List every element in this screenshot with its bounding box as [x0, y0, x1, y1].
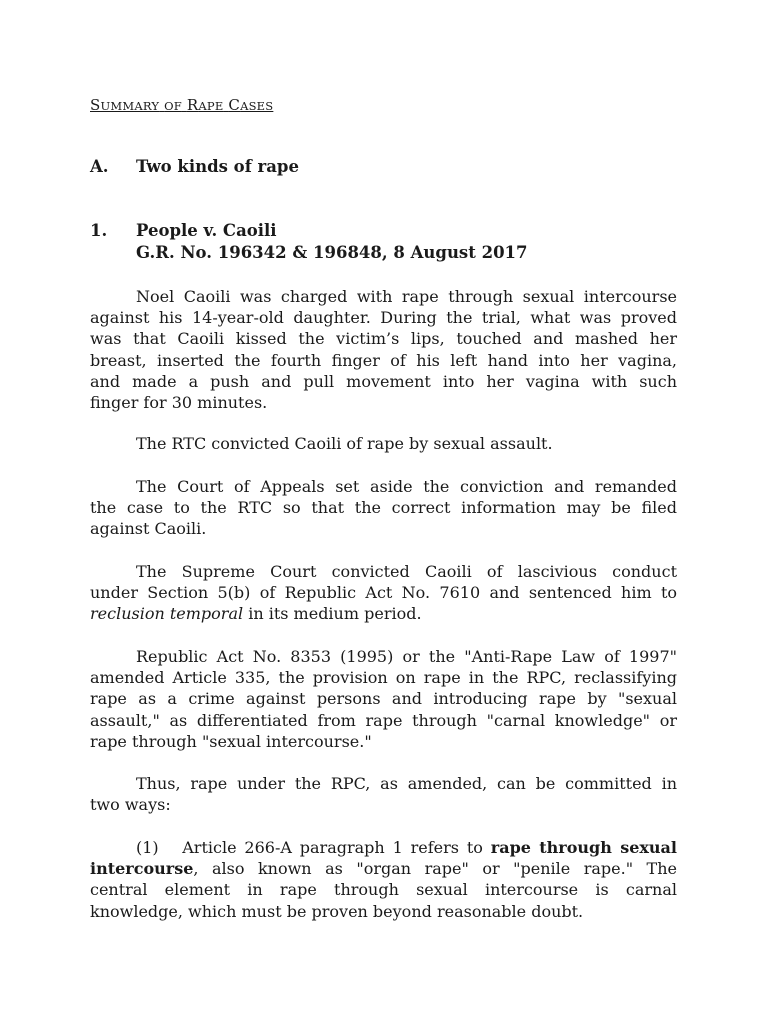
- paragraph-supreme-court: [90, 561, 677, 625]
- paragraph-line: was that Caoili kissed the victim’s lips, touched and mashed her: [90, 329, 677, 349]
- paragraph-line: amended Article 335, the provision on rape in the RPC, reclassifying: [90, 668, 677, 688]
- paragraph-court-of-appeals: [90, 476, 677, 540]
- document-title: [90, 96, 273, 114]
- paragraph-line-rest: in its medium period.: [243, 604, 422, 624]
- paragraph-line: [90, 858, 677, 879]
- bold-term: intercourse: [90, 859, 194, 879]
- case-heading: [90, 221, 277, 240]
- paragraph-line: against Caoili.: [90, 519, 207, 539]
- paragraph-article-266a: [90, 837, 677, 922]
- section-title: Two kinds of rape: [136, 157, 299, 176]
- case-name: People v. Caoili: [136, 221, 277, 240]
- paragraph-line: Noel Caoili was charged with rape through sexual intercourse: [136, 287, 677, 306]
- paragraph-line: central element in rape through sexual intercourse is carnal: [90, 880, 677, 900]
- paragraph-line: assault," as differentiated from rape through "carnal knowledge" or: [90, 710, 677, 730]
- paragraph-line: the case to the RTC so that the correct information may be filed: [90, 498, 677, 518]
- paragraph-line: The Supreme Court convicted Caoili of lascivious conduct: [136, 562, 677, 581]
- paragraph-line-text: (1) Article 266-A paragraph 1 refers to: [136, 838, 491, 857]
- paragraph-rtc: [90, 433, 677, 454]
- paragraph-line: rape as a crime against persons and introducing rape by "sexual: [90, 689, 677, 709]
- paragraph-line: The Court of Appeals set aside the conviction and remanded: [136, 477, 677, 496]
- title-initial-c: C: [228, 96, 241, 114]
- paragraph-facts: [90, 286, 677, 413]
- title-word-of: OF: [164, 99, 182, 113]
- paragraph-line: knowledge, which must be proven beyond reasonable doubt.: [90, 901, 584, 921]
- section-heading: [90, 157, 299, 176]
- paragraph-line: [90, 603, 677, 624]
- title-word-cases: ASES: [240, 99, 274, 113]
- title-initial-r: R: [186, 96, 199, 114]
- paragraph-line: and made a push and pull movement into her vagina with such: [90, 371, 677, 391]
- title-initial-s: S: [90, 96, 101, 114]
- paragraph-line: Thus, rape under the RPC, as amended, can be committed in: [136, 774, 677, 793]
- paragraph-line: two ways:: [90, 795, 171, 815]
- paragraph-line: against his 14-year-old daughter. During the trial, what was proved: [90, 308, 677, 328]
- paragraph-line: rape through "sexual intercourse.": [90, 731, 372, 751]
- paragraph-two-ways: [90, 773, 677, 815]
- case-number: 1.: [90, 221, 108, 240]
- paragraph-line: under Section 5(b) of Republic Act No. 7610 and sentenced him to: [90, 583, 677, 603]
- paragraph-line: The RTC convicted Caoili of rape by sexual assault.: [136, 434, 553, 453]
- paragraph-line: breast, inserted the fourth finger of his left hand into her vagina,: [90, 350, 677, 370]
- paragraph-line: Republic Act No. 8353 (1995) or the "Anti-Rape Law of 1997": [136, 647, 677, 666]
- bold-term: rape through sexual: [490, 838, 678, 857]
- paragraph-line: [90, 837, 677, 858]
- section-number: A.: [90, 157, 109, 176]
- paragraph-line-rest: , also known as "organ rape" or "penile rape." The: [193, 859, 677, 879]
- title-word-rape: APE: [198, 99, 224, 113]
- case-citation: G.R. No. 196342 & 196848, 8 August 2017: [136, 243, 528, 262]
- italic-term: reclusion temporal: [90, 604, 244, 624]
- paragraph-line: finger for 30 minutes.: [90, 393, 268, 413]
- title-word-summary: UMMARY: [100, 99, 160, 113]
- paragraph-anti-rape-law: [90, 646, 677, 752]
